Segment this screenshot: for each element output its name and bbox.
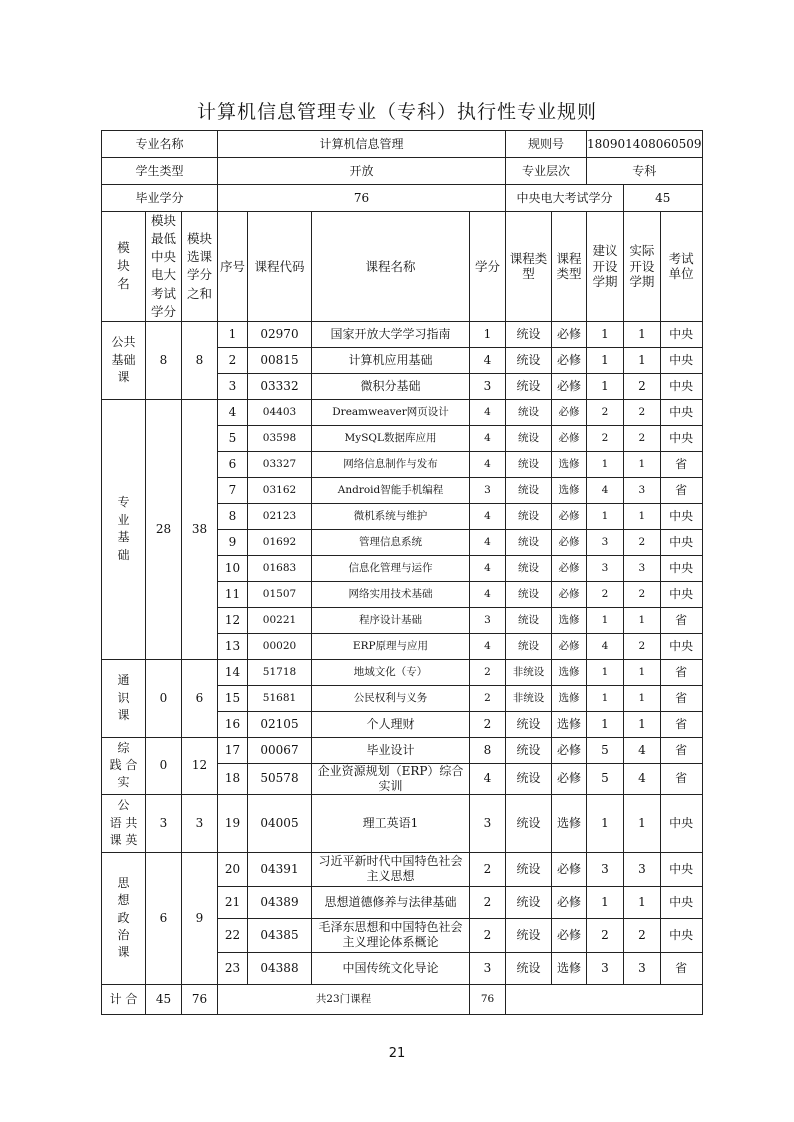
page-title: 计算机信息管理专业（专科）执行性专业规则 bbox=[196, 101, 597, 123]
course-code: 04388 bbox=[248, 952, 312, 984]
course-code: 03598 bbox=[248, 425, 312, 451]
course-type: 必修 bbox=[552, 373, 587, 399]
course-suggest-term: 2 bbox=[587, 918, 624, 952]
course-exam-unit: 省 bbox=[660, 477, 702, 503]
course-kind: 统设 bbox=[506, 399, 552, 425]
module-name: 综 践 合 实 bbox=[102, 737, 146, 794]
course-actual-term: 2 bbox=[623, 399, 660, 425]
course-kind: 统设 bbox=[506, 503, 552, 529]
course-code: 03162 bbox=[248, 477, 312, 503]
course-credit: 3 bbox=[470, 952, 506, 984]
course-actual-term: 3 bbox=[623, 952, 660, 984]
course-credit: 4 bbox=[470, 555, 506, 581]
course-actual-term: 2 bbox=[623, 425, 660, 451]
course-type: 必修 bbox=[552, 529, 587, 555]
module-elective-sum: 9 bbox=[182, 852, 218, 984]
info-row-major bbox=[102, 131, 703, 158]
course-credit: 2 bbox=[470, 886, 506, 918]
course-suggest-term: 3 bbox=[587, 852, 624, 886]
course-code: 02970 bbox=[248, 321, 312, 347]
course-kind: 统设 bbox=[506, 555, 552, 581]
course-type: 必修 bbox=[552, 852, 587, 886]
course-actual-term: 4 bbox=[623, 763, 660, 794]
course-suggest-term: 1 bbox=[587, 794, 624, 852]
module-min-credits: 28 bbox=[146, 399, 182, 659]
course-seq: 13 bbox=[218, 633, 248, 659]
central-credits-value: 45 bbox=[623, 185, 702, 212]
course-credit: 2 bbox=[470, 685, 506, 711]
course-kind: 统设 bbox=[506, 529, 552, 555]
course-type: 必修 bbox=[552, 555, 587, 581]
course-actual-term: 4 bbox=[623, 737, 660, 763]
header-module: 模 块 名 bbox=[102, 212, 146, 322]
course-credit: 3 bbox=[470, 477, 506, 503]
course-suggest-term: 1 bbox=[587, 711, 624, 737]
course-code: 01507 bbox=[248, 581, 312, 607]
course-exam-unit: 省 bbox=[660, 952, 702, 984]
course-kind: 统设 bbox=[506, 852, 552, 886]
course-name: 公民权利与义务 bbox=[312, 685, 470, 711]
total-min-credits: 45 bbox=[146, 984, 182, 1014]
course-type: 选修 bbox=[552, 607, 587, 633]
course-type: 选修 bbox=[552, 794, 587, 852]
course-exam-unit: 中央 bbox=[660, 321, 702, 347]
course-exam-unit: 中央 bbox=[660, 503, 702, 529]
header-min-central: 模块 最低 中央 电大 考试 学分 bbox=[146, 212, 182, 322]
course-seq: 8 bbox=[218, 503, 248, 529]
course-row bbox=[102, 852, 703, 886]
course-exam-unit: 省 bbox=[660, 607, 702, 633]
course-name: 计算机应用基础 bbox=[312, 347, 470, 373]
course-actual-term: 2 bbox=[623, 918, 660, 952]
course-actual-term: 1 bbox=[623, 503, 660, 529]
course-type: 必修 bbox=[552, 886, 587, 918]
total-blank bbox=[506, 984, 703, 1014]
course-actual-term: 1 bbox=[623, 886, 660, 918]
major-label: 专业名称 bbox=[102, 131, 218, 158]
course-kind: 统设 bbox=[506, 373, 552, 399]
course-credit: 2 bbox=[470, 711, 506, 737]
course-seq: 21 bbox=[218, 886, 248, 918]
course-actual-term: 1 bbox=[623, 321, 660, 347]
course-type: 必修 bbox=[552, 763, 587, 794]
course-code: 01692 bbox=[248, 529, 312, 555]
course-suggest-term: 5 bbox=[587, 763, 624, 794]
module-min-credits: 3 bbox=[146, 794, 182, 852]
rule-no-value: 180901408060509 bbox=[587, 131, 703, 158]
course-seq: 1 bbox=[218, 321, 248, 347]
course-actual-term: 3 bbox=[623, 555, 660, 581]
course-type: 必修 bbox=[552, 737, 587, 763]
course-suggest-term: 3 bbox=[587, 952, 624, 984]
course-row bbox=[102, 321, 703, 347]
course-kind: 统设 bbox=[506, 477, 552, 503]
course-credit: 2 bbox=[470, 918, 506, 952]
course-name: 微积分基础 bbox=[312, 373, 470, 399]
course-seq: 2 bbox=[218, 347, 248, 373]
course-exam-unit: 省 bbox=[660, 737, 702, 763]
course-seq: 15 bbox=[218, 685, 248, 711]
course-credit: 4 bbox=[470, 451, 506, 477]
course-name: Android智能手机编程 bbox=[312, 477, 470, 503]
course-seq: 11 bbox=[218, 581, 248, 607]
course-type: 必修 bbox=[552, 347, 587, 373]
course-code: 00067 bbox=[248, 737, 312, 763]
course-name: 网络信息制作与发布 bbox=[312, 451, 470, 477]
course-code: 02123 bbox=[248, 503, 312, 529]
course-seq: 7 bbox=[218, 477, 248, 503]
course-name: Dreamweaver网页设计 bbox=[312, 399, 470, 425]
course-exam-unit: 中央 bbox=[660, 918, 702, 952]
course-seq: 4 bbox=[218, 399, 248, 425]
level-value: 专科 bbox=[587, 158, 703, 185]
course-name: 微机系统与维护 bbox=[312, 503, 470, 529]
course-suggest-term: 1 bbox=[587, 347, 624, 373]
course-suggest-term: 4 bbox=[587, 477, 624, 503]
course-row bbox=[102, 659, 703, 685]
module-elective-sum: 3 bbox=[182, 794, 218, 852]
course-credit: 8 bbox=[470, 737, 506, 763]
course-exam-unit: 中央 bbox=[660, 347, 702, 373]
major-value: 计算机信息管理 bbox=[218, 131, 506, 158]
course-kind: 统设 bbox=[506, 737, 552, 763]
course-exam-unit: 省 bbox=[660, 659, 702, 685]
course-credit: 4 bbox=[470, 503, 506, 529]
course-credit: 1 bbox=[470, 321, 506, 347]
credits-label: 毕业学分 bbox=[102, 185, 218, 212]
course-suggest-term: 2 bbox=[587, 399, 624, 425]
total-row bbox=[102, 984, 703, 1014]
course-actual-term: 1 bbox=[623, 607, 660, 633]
course-credit: 2 bbox=[470, 852, 506, 886]
header-code: 课程代码 bbox=[248, 212, 312, 322]
course-name: 信息化管理与运作 bbox=[312, 555, 470, 581]
course-seq: 10 bbox=[218, 555, 248, 581]
course-actual-term: 2 bbox=[623, 581, 660, 607]
course-name: 毛泽东思想和中国特色社会主义理论体系概论 bbox=[312, 918, 470, 952]
header-credit: 学分 bbox=[470, 212, 506, 322]
course-type: 必修 bbox=[552, 399, 587, 425]
credits-value: 76 bbox=[218, 185, 506, 212]
course-kind: 统设 bbox=[506, 918, 552, 952]
rule-no-label: 规则号 bbox=[506, 131, 587, 158]
course-suggest-term: 2 bbox=[587, 425, 624, 451]
course-suggest-term: 1 bbox=[587, 503, 624, 529]
module-min-credits: 0 bbox=[146, 737, 182, 794]
course-exam-unit: 中央 bbox=[660, 794, 702, 852]
student-type-value: 开放 bbox=[218, 158, 506, 185]
course-suggest-term: 4 bbox=[587, 633, 624, 659]
course-kind: 统设 bbox=[506, 794, 552, 852]
course-name: 国家开放大学学习指南 bbox=[312, 321, 470, 347]
course-suggest-term: 1 bbox=[587, 607, 624, 633]
module-elective-sum: 8 bbox=[182, 321, 218, 399]
header-suggest-term: 建议 开设 学期 bbox=[587, 212, 624, 322]
course-actual-term: 1 bbox=[623, 659, 660, 685]
central-credits-label: 中央电大考试学分 bbox=[506, 185, 624, 212]
course-credit: 4 bbox=[470, 399, 506, 425]
course-type: 选修 bbox=[552, 952, 587, 984]
course-type: 必修 bbox=[552, 581, 587, 607]
course-credit: 2 bbox=[470, 659, 506, 685]
course-suggest-term: 3 bbox=[587, 555, 624, 581]
course-suggest-term: 1 bbox=[587, 373, 624, 399]
course-code: 00221 bbox=[248, 607, 312, 633]
course-code: 51718 bbox=[248, 659, 312, 685]
module-min-credits: 8 bbox=[146, 321, 182, 399]
course-exam-unit: 中央 bbox=[660, 425, 702, 451]
course-actual-term: 2 bbox=[623, 633, 660, 659]
course-kind: 统设 bbox=[506, 886, 552, 918]
course-code: 04403 bbox=[248, 399, 312, 425]
course-type: 选修 bbox=[552, 659, 587, 685]
course-name: 毕业设计 bbox=[312, 737, 470, 763]
course-type: 选修 bbox=[552, 685, 587, 711]
course-credit: 4 bbox=[470, 581, 506, 607]
course-kind: 非统设 bbox=[506, 659, 552, 685]
module-name: 公共 基础 课 bbox=[102, 321, 146, 399]
course-name: 个人理财 bbox=[312, 711, 470, 737]
column-header-row bbox=[102, 212, 703, 322]
course-credit: 4 bbox=[470, 425, 506, 451]
course-suggest-term: 1 bbox=[587, 685, 624, 711]
course-suggest-term: 5 bbox=[587, 737, 624, 763]
course-row bbox=[102, 794, 703, 852]
course-actual-term: 3 bbox=[623, 477, 660, 503]
course-row bbox=[102, 399, 703, 425]
course-exam-unit: 省 bbox=[660, 451, 702, 477]
course-suggest-term: 1 bbox=[587, 659, 624, 685]
course-seq: 18 bbox=[218, 763, 248, 794]
header-course-type: 课程 类型 bbox=[552, 212, 587, 322]
info-row-student-type bbox=[102, 158, 703, 185]
course-exam-unit: 中央 bbox=[660, 399, 702, 425]
course-exam-unit: 中央 bbox=[660, 555, 702, 581]
course-seq: 22 bbox=[218, 918, 248, 952]
module-name: 专 业 基 础 bbox=[102, 399, 146, 659]
course-name: 习近平新时代中国特色社会主义思想 bbox=[312, 852, 470, 886]
course-seq: 9 bbox=[218, 529, 248, 555]
info-row-credits bbox=[102, 185, 703, 212]
curriculum-table bbox=[101, 130, 703, 1015]
course-name: 思想道德修养与法律基础 bbox=[312, 886, 470, 918]
course-exam-unit: 中央 bbox=[660, 886, 702, 918]
course-code: 04391 bbox=[248, 852, 312, 886]
course-exam-unit: 省 bbox=[660, 711, 702, 737]
course-code: 03327 bbox=[248, 451, 312, 477]
course-actual-term: 3 bbox=[623, 852, 660, 886]
header-course-kind: 课程类 型 bbox=[506, 212, 552, 322]
course-name: ERP原理与应用 bbox=[312, 633, 470, 659]
course-type: 必修 bbox=[552, 321, 587, 347]
course-suggest-term: 3 bbox=[587, 529, 624, 555]
course-seq: 23 bbox=[218, 952, 248, 984]
course-type: 选修 bbox=[552, 477, 587, 503]
course-code: 03332 bbox=[248, 373, 312, 399]
course-seq: 19 bbox=[218, 794, 248, 852]
course-seq: 17 bbox=[218, 737, 248, 763]
course-code: 04385 bbox=[248, 918, 312, 952]
course-exam-unit: 中央 bbox=[660, 529, 702, 555]
course-suggest-term: 2 bbox=[587, 581, 624, 607]
module-elective-sum: 6 bbox=[182, 659, 218, 737]
course-code: 51681 bbox=[248, 685, 312, 711]
course-kind: 统设 bbox=[506, 347, 552, 373]
course-type: 选修 bbox=[552, 451, 587, 477]
level-label: 专业层次 bbox=[506, 158, 587, 185]
course-exam-unit: 中央 bbox=[660, 581, 702, 607]
course-credit: 4 bbox=[470, 529, 506, 555]
course-exam-unit: 中央 bbox=[660, 633, 702, 659]
course-actual-term: 1 bbox=[623, 347, 660, 373]
course-row bbox=[102, 737, 703, 763]
module-name: 思 想 政 治 课 bbox=[102, 852, 146, 984]
course-credit: 4 bbox=[470, 347, 506, 373]
course-credit: 4 bbox=[470, 633, 506, 659]
course-code: 00020 bbox=[248, 633, 312, 659]
student-type-label: 学生类型 bbox=[102, 158, 218, 185]
course-type: 必修 bbox=[552, 918, 587, 952]
page-number: 21 bbox=[388, 1046, 406, 1061]
course-seq: 6 bbox=[218, 451, 248, 477]
course-seq: 16 bbox=[218, 711, 248, 737]
course-name: MySQL数据库应用 bbox=[312, 425, 470, 451]
course-actual-term: 1 bbox=[623, 451, 660, 477]
course-credit: 3 bbox=[470, 607, 506, 633]
course-kind: 统设 bbox=[506, 425, 552, 451]
course-seq: 12 bbox=[218, 607, 248, 633]
course-kind: 统设 bbox=[506, 581, 552, 607]
total-credit: 76 bbox=[470, 984, 506, 1014]
course-kind: 统设 bbox=[506, 763, 552, 794]
course-seq: 20 bbox=[218, 852, 248, 886]
course-name: 企业资源规划（ERP）综合实训 bbox=[312, 763, 470, 794]
course-name: 理工英语1 bbox=[312, 794, 470, 852]
module-name: 公 语 共 课 英 bbox=[102, 794, 146, 852]
course-actual-term: 2 bbox=[623, 373, 660, 399]
module-elective-sum: 12 bbox=[182, 737, 218, 794]
course-name: 管理信息系统 bbox=[312, 529, 470, 555]
total-courses: 共23门课程 bbox=[218, 984, 470, 1014]
course-exam-unit: 省 bbox=[660, 685, 702, 711]
total-label: 计 合 bbox=[102, 984, 146, 1014]
course-type: 选修 bbox=[552, 711, 587, 737]
course-kind: 非统设 bbox=[506, 685, 552, 711]
course-seq: 14 bbox=[218, 659, 248, 685]
course-code: 50578 bbox=[248, 763, 312, 794]
course-actual-term: 1 bbox=[623, 794, 660, 852]
course-exam-unit: 中央 bbox=[660, 373, 702, 399]
course-code: 04005 bbox=[248, 794, 312, 852]
course-exam-unit: 省 bbox=[660, 763, 702, 794]
course-code: 04389 bbox=[248, 886, 312, 918]
course-credit: 3 bbox=[470, 373, 506, 399]
course-kind: 统设 bbox=[506, 321, 552, 347]
module-elective-sum: 38 bbox=[182, 399, 218, 659]
course-credit: 4 bbox=[470, 763, 506, 794]
course-kind: 统设 bbox=[506, 451, 552, 477]
module-min-credits: 6 bbox=[146, 852, 182, 984]
module-min-credits: 0 bbox=[146, 659, 182, 737]
course-seq: 5 bbox=[218, 425, 248, 451]
course-code: 02105 bbox=[248, 711, 312, 737]
course-name: 地域文化（专） bbox=[312, 659, 470, 685]
course-type: 必修 bbox=[552, 425, 587, 451]
header-name: 课程名称 bbox=[312, 212, 470, 322]
course-kind: 统设 bbox=[506, 952, 552, 984]
header-actual-term: 实际 开设 学期 bbox=[623, 212, 660, 322]
course-actual-term: 1 bbox=[623, 711, 660, 737]
course-type: 必修 bbox=[552, 633, 587, 659]
course-seq: 3 bbox=[218, 373, 248, 399]
course-code: 00815 bbox=[248, 347, 312, 373]
course-kind: 统设 bbox=[506, 633, 552, 659]
course-credit: 3 bbox=[470, 794, 506, 852]
course-code: 01683 bbox=[248, 555, 312, 581]
course-suggest-term: 1 bbox=[587, 321, 624, 347]
header-exam-unit: 考试 单位 bbox=[660, 212, 702, 322]
course-actual-term: 1 bbox=[623, 685, 660, 711]
course-type: 必修 bbox=[552, 503, 587, 529]
header-elective-sum: 模块 选课 学分 之和 bbox=[182, 212, 218, 322]
total-elective-sum: 76 bbox=[182, 984, 218, 1014]
course-actual-term: 2 bbox=[623, 529, 660, 555]
course-kind: 统设 bbox=[506, 607, 552, 633]
course-kind: 统设 bbox=[506, 711, 552, 737]
course-exam-unit: 中央 bbox=[660, 852, 702, 886]
course-suggest-term: 1 bbox=[587, 886, 624, 918]
header-seq: 序号 bbox=[218, 212, 248, 322]
course-name: 网络实用技术基础 bbox=[312, 581, 470, 607]
module-name: 通 识 课 bbox=[102, 659, 146, 737]
course-name: 中国传统文化导论 bbox=[312, 952, 470, 984]
course-name: 程序设计基础 bbox=[312, 607, 470, 633]
course-suggest-term: 1 bbox=[587, 451, 624, 477]
